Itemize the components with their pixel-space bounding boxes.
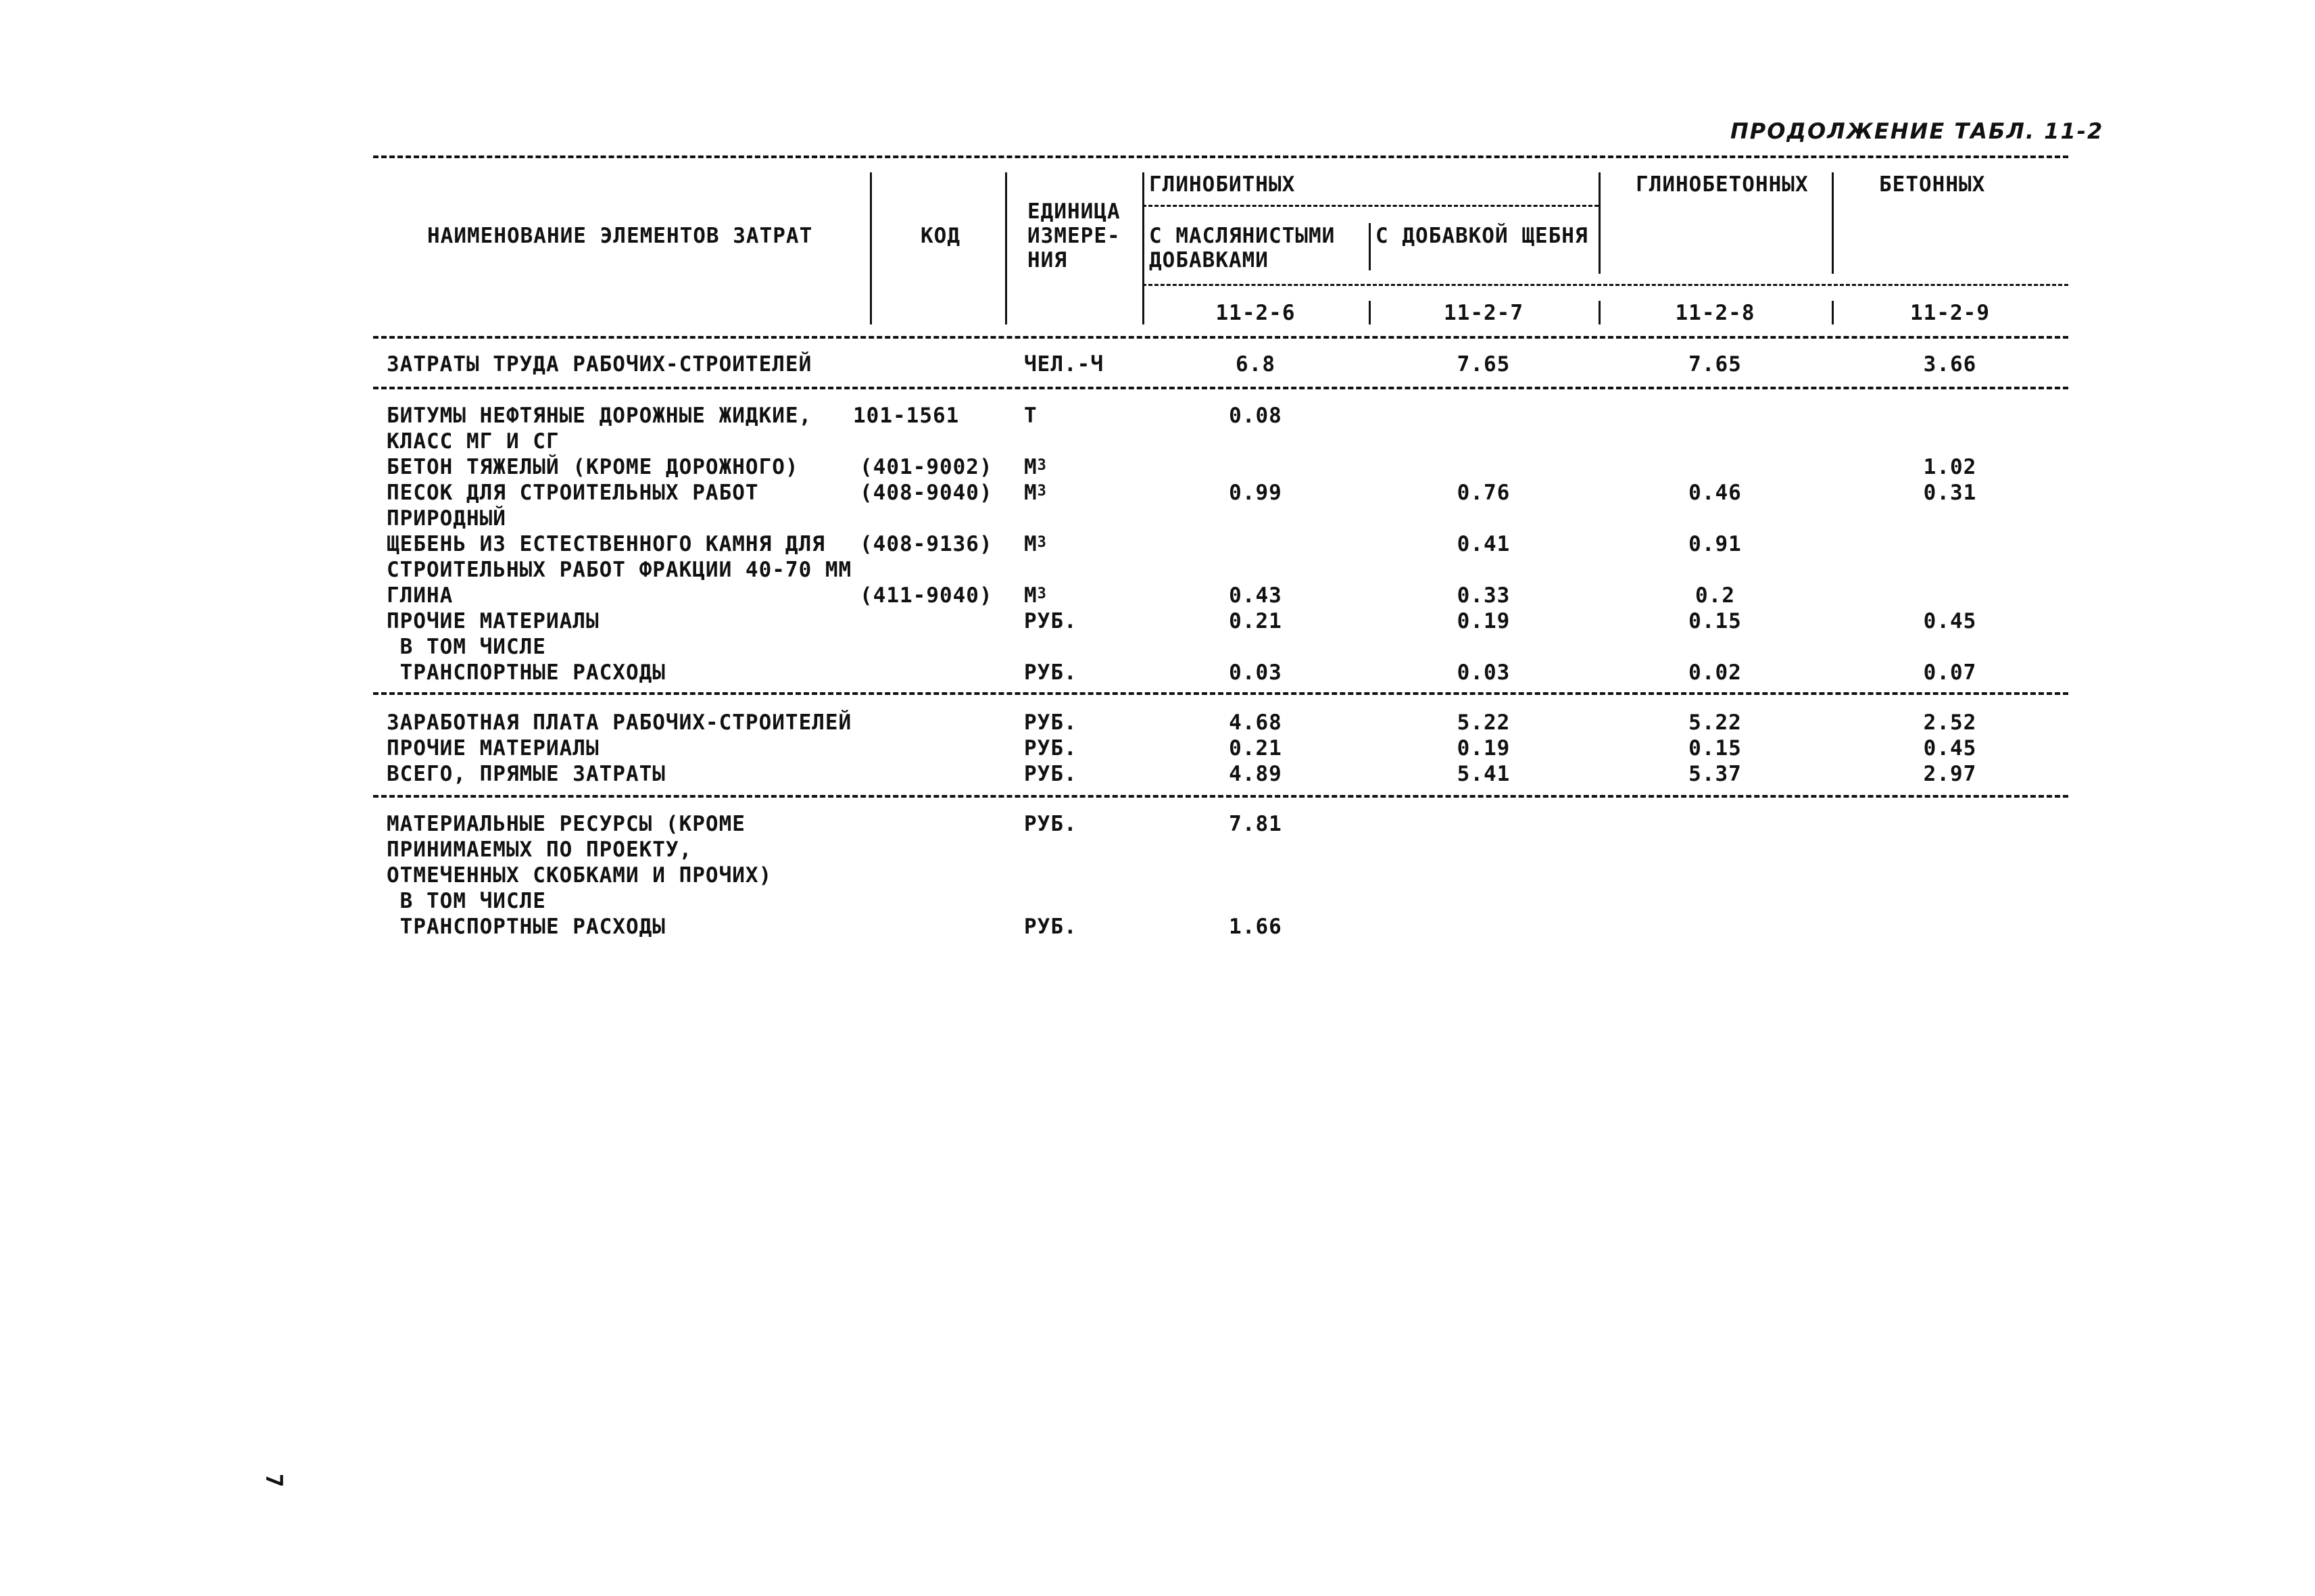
total-value: 2.97 xyxy=(1923,762,1977,786)
total-name: ВСЕГО, ПРЯМЫЕ ЗАТРАТЫ xyxy=(387,762,666,786)
material-name-cont: КЛАСС МГ И СГ xyxy=(387,429,560,454)
col-header-name: НАИМЕНОВАНИЕ ЭЛЕМЕНТОВ ЗАТРАТ xyxy=(427,224,813,248)
resources-name-line: ПРИНИМАЕМЫХ ПО ПРОЕКТУ, xyxy=(387,838,693,862)
material-value: 0.45 xyxy=(1923,609,1977,633)
resources-name-line: ТРАНСПОРТНЫЕ РАСХОДЫ xyxy=(387,915,666,939)
col-header-unit-2: ИЗМЕРЕ- xyxy=(1027,224,1121,248)
total-value: 2.52 xyxy=(1923,710,1977,735)
material-value: 0.46 xyxy=(1688,481,1742,505)
code-11-2-7: 11-2-7 xyxy=(1444,301,1524,325)
total-value: 5.22 xyxy=(1688,710,1742,735)
material-name: БИТУМЫ НЕФТЯНЫЕ ДОРОЖНЫЕ ЖИДКИЕ, xyxy=(387,404,812,428)
resources-value: 7.81 xyxy=(1229,812,1282,836)
subheader-oil-1: С МАСЛЯНИСТЫМИ xyxy=(1149,224,1336,248)
table-caption: ПРОДОЛЖЕНИЕ ТАБЛ. 11-2 xyxy=(1730,118,2104,144)
material-value: 0.31 xyxy=(1923,481,1977,505)
col-header-unit-1: ЕДИНИЦА xyxy=(1027,199,1121,224)
material-name-cont: СТРОИТЕЛЬНЫХ РАБОТ ФРАКЦИИ 40-70 ММ xyxy=(387,558,852,582)
material-value: 1.02 xyxy=(1923,455,1977,479)
labor-value-1: 6.8 xyxy=(1236,352,1275,377)
resources-unit: РУБ. xyxy=(1024,812,1077,836)
page-number: 7 xyxy=(260,1473,288,1488)
material-code: (408-9136) xyxy=(860,532,993,556)
total-value: 5.37 xyxy=(1688,762,1742,786)
material-code: 101-1561 xyxy=(853,404,960,428)
material-value: 0.99 xyxy=(1229,481,1282,505)
labor-value-4: 3.66 xyxy=(1923,352,1977,377)
col-header-code: КОД xyxy=(921,224,960,248)
total-value: 5.41 xyxy=(1457,762,1511,786)
material-unit: $М^3$ xyxy=(1024,532,1047,556)
vbar-code-unit xyxy=(1005,172,1007,324)
material-name: ПРОЧИЕ МАТЕРИАЛЫ xyxy=(387,609,600,633)
material-value: 0.2 xyxy=(1695,583,1735,608)
total-value: 0.19 xyxy=(1457,736,1511,760)
material-unit: РУБ. xyxy=(1024,660,1077,685)
group-header-glinobeton: ГЛИНОБЕТОННЫХ xyxy=(1636,172,1809,197)
col-header-unit-3: НИЯ xyxy=(1027,248,1067,272)
rule-top xyxy=(373,155,2068,158)
rule-materials-end xyxy=(373,692,2068,695)
vbar-glinobit-glinobeton xyxy=(1599,172,1601,274)
material-unit: $М^3$ xyxy=(1024,455,1047,479)
material-value: 0.02 xyxy=(1688,660,1742,685)
labor-value-3: 7.65 xyxy=(1688,352,1742,377)
rule-codes xyxy=(1142,284,2068,286)
material-value: 0.91 xyxy=(1688,532,1742,556)
resources-transport-unit: РУБ. xyxy=(1024,915,1077,939)
group-header-beton: БЕТОННЫХ xyxy=(1879,172,1986,197)
subheader-gravel: С ДОБАВКОЙ ЩЕБНЯ xyxy=(1375,224,1588,248)
unit-superscript: 3 xyxy=(1037,534,1047,551)
code-11-2-8: 11-2-8 xyxy=(1675,301,1755,325)
resources-name-line: ОТМЕЧЕННЫХ СКОБКАМИ И ПРОЧИХ) xyxy=(387,863,773,888)
material-value: 0.03 xyxy=(1229,660,1282,685)
total-name: ПРОЧИЕ МАТЕРИАЛЫ xyxy=(387,736,600,760)
resources-name-line: В ТОМ ЧИСЛЕ xyxy=(387,889,546,913)
material-name: ЩЕБЕНЬ ИЗ ЕСТЕСТВЕННОГО КАМНЯ ДЛЯ xyxy=(387,532,825,556)
total-value: 4.89 xyxy=(1229,762,1282,786)
labor-unit: ЧЕЛ.-Ч xyxy=(1024,352,1104,377)
group-header-glinobit: ГЛИНОБИТНЫХ xyxy=(1149,172,1296,197)
total-unit: РУБ. xyxy=(1024,762,1077,786)
rule-glinobit-group xyxy=(1142,205,1599,207)
total-name: ЗАРАБОТНАЯ ПЛАТА РАБОЧИХ-СТРОИТЕЛЕЙ xyxy=(387,710,852,735)
material-code: (408-9040) xyxy=(860,481,993,505)
rule-header-end xyxy=(373,336,2068,339)
material-value: 0.15 xyxy=(1688,609,1742,633)
resources-name-line: МАТЕРИАЛЬНЫЕ РЕСУРСЫ (КРОМЕ xyxy=(387,812,746,836)
unit-superscript: 3 xyxy=(1037,585,1047,602)
material-unit: РУБ. xyxy=(1024,609,1077,633)
total-value: 4.68 xyxy=(1229,710,1282,735)
material-code: (401-9002) xyxy=(860,455,993,479)
labor-name: ЗАТРАТЫ ТРУДА РАБОЧИХ-СТРОИТЕЛЕЙ xyxy=(387,352,812,377)
material-name-cont: ПРИРОДНЫЙ xyxy=(387,506,506,531)
material-value: 0.21 xyxy=(1229,609,1282,633)
total-value: 5.22 xyxy=(1457,710,1511,735)
total-value: 0.21 xyxy=(1229,736,1282,760)
material-value: 0.07 xyxy=(1923,660,1977,685)
material-name: ТРАНСПОРТНЫЕ РАСХОДЫ xyxy=(387,660,666,685)
vbar-glinobeton-beton xyxy=(1832,172,1834,274)
material-value: 0.43 xyxy=(1229,583,1282,608)
material-code: (411-9040) xyxy=(860,583,993,608)
total-value: 0.45 xyxy=(1923,736,1977,760)
unit-superscript: 3 xyxy=(1037,457,1047,474)
total-unit: РУБ. xyxy=(1024,710,1077,735)
material-value: 0.19 xyxy=(1457,609,1511,633)
material-name: В ТОМ ЧИСЛЕ xyxy=(387,635,546,659)
code-11-2-6: 11-2-6 xyxy=(1215,301,1296,325)
material-unit: $М^3$ xyxy=(1024,583,1047,608)
material-name: ПЕСОК ДЛЯ СТРОИТЕЛЬНЫХ РАБОТ xyxy=(387,481,759,505)
labor-value-2: 7.65 xyxy=(1457,352,1511,377)
material-value: 0.08 xyxy=(1229,404,1282,428)
material-name: БЕТОН ТЯЖЕЛЫЙ (КРОМЕ ДОРОЖНОГО) xyxy=(387,455,799,479)
subheader-oil-2: ДОБАВКАМИ xyxy=(1149,248,1269,272)
unit-superscript: 3 xyxy=(1037,483,1047,500)
vbar-name-code xyxy=(870,172,872,324)
total-value: 0.15 xyxy=(1688,736,1742,760)
material-unit: $М^3$ xyxy=(1024,481,1047,505)
vbar-oil-gravel xyxy=(1369,223,1371,270)
material-unit: Т xyxy=(1024,404,1038,428)
material-value: 0.33 xyxy=(1457,583,1511,608)
material-value: 0.41 xyxy=(1457,532,1511,556)
code-11-2-9: 11-2-9 xyxy=(1910,301,1990,325)
material-name: ГЛИНА xyxy=(387,583,454,608)
total-unit: РУБ. xyxy=(1024,736,1077,760)
rule-totals-end xyxy=(373,795,2068,798)
material-value: 0.03 xyxy=(1457,660,1511,685)
resources-transport-value: 1.66 xyxy=(1229,915,1282,939)
material-value: 0.76 xyxy=(1457,481,1511,505)
rule-labor-end xyxy=(373,387,2068,389)
